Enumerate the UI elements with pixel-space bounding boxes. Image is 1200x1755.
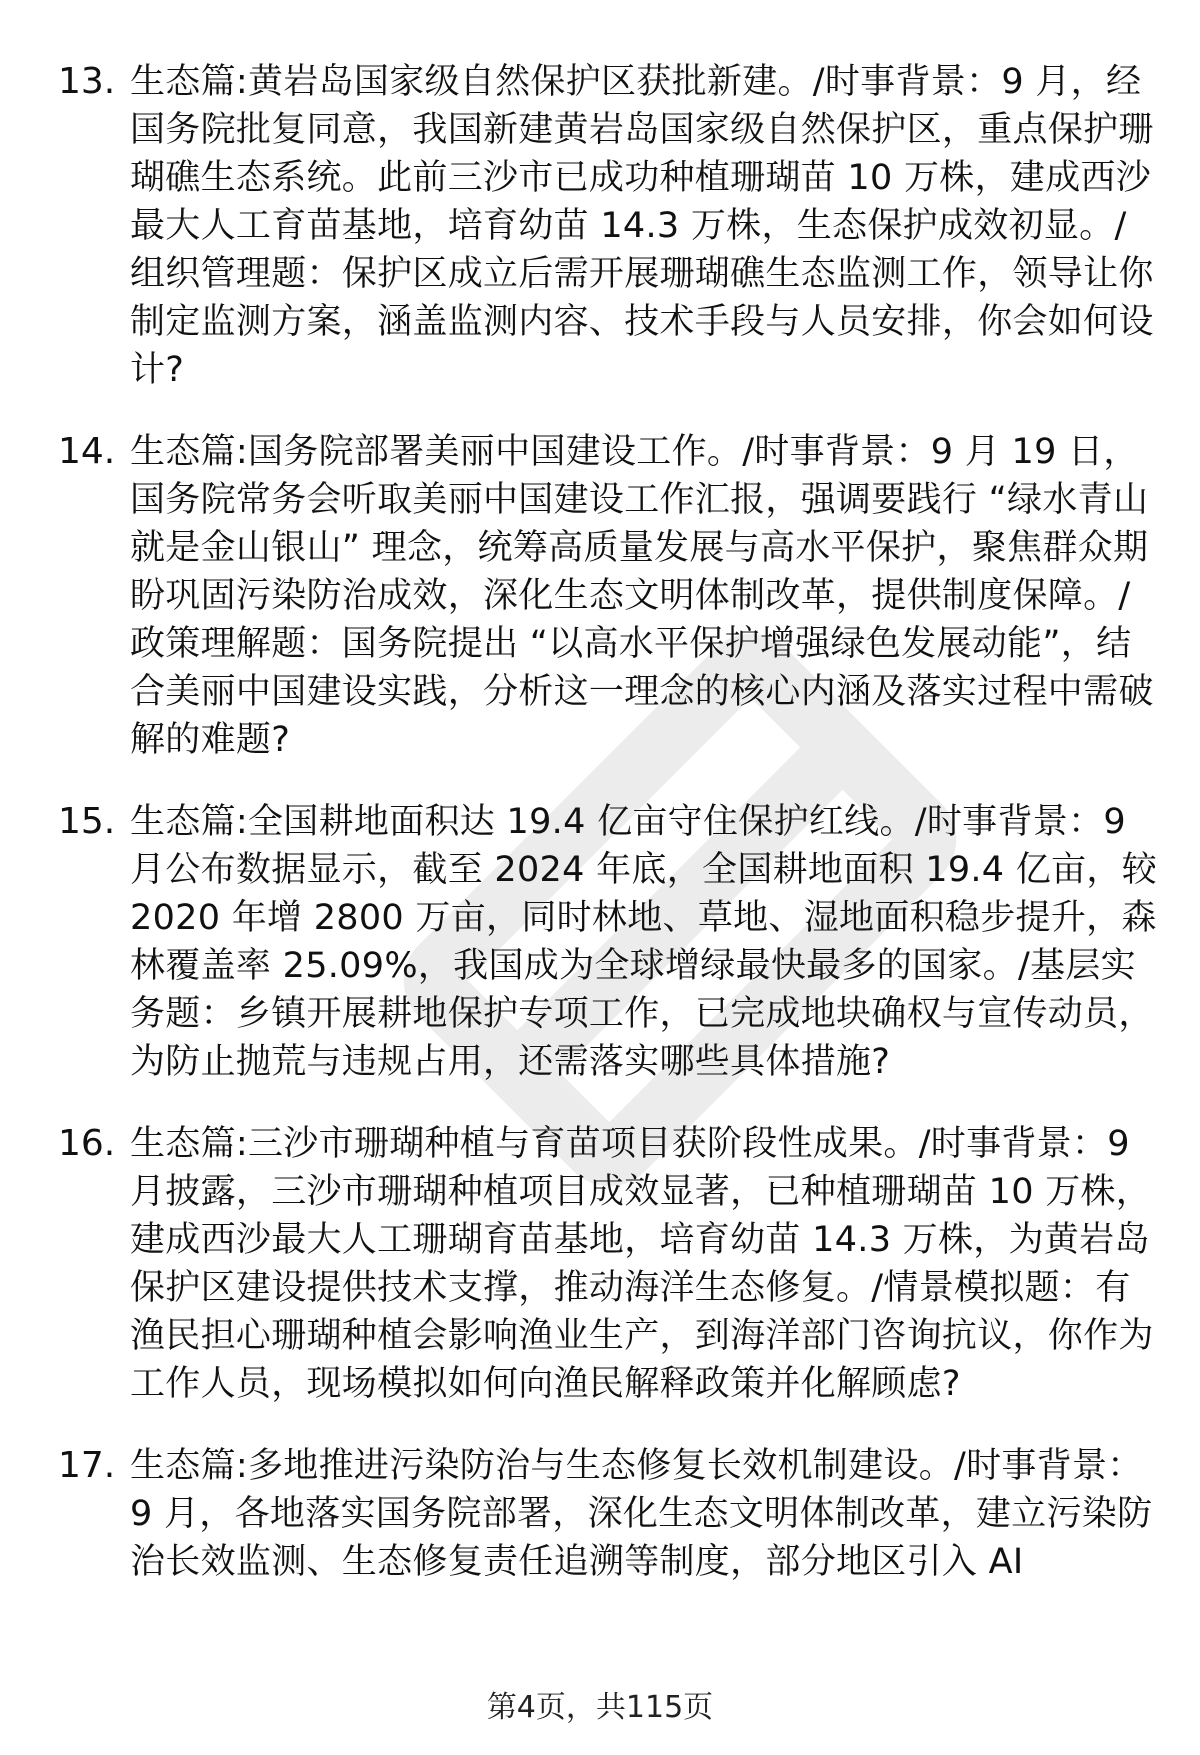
- question-item: [58, 428, 1158, 764]
- question-number: 15.: [58, 801, 116, 842]
- question-text: 生态篇:全国耕地面积达 19.4 亿亩守住保护红线。/时事背景：9 月公布数据显示，截至 2024 年底，全国耕地面积 19.4 亿亩，较 2020 年增 2800 万亩，同时林地、草地、湿地面积稳步提升，森林覆盖率 25.09%，我国成为全球增绿最快最多的国家。/基层实务题：乡镇开展耕地保护专项工作，已完成地块确权与宣传动员，为防止抛荒与违规占用，还需落实哪些具体措施?: [130, 802, 1158, 1082]
- question-number: 13.: [58, 61, 116, 102]
- question-number: 17.: [58, 1445, 116, 1486]
- page-footer: 第4页，共115页: [486, 1690, 714, 1725]
- question-list: [58, 58, 1158, 1620]
- question-text: 生态篇:三沙市珊瑚种植与育苗项目获阶段性成果。/时事背景：9 月披露，三沙市珊瑚种植项目成效显著，已种植珊瑚苗 10 万株，建成西沙最大人工珊瑚育苗基地，培育幼苗 14.3 万株，为黄岩岛保护区建设提供技术支撑，推动海洋生态修复。/情景模拟题：有渔民担心珊瑚种植会影响渔业生产，到海洋部门咨询抗议，你作为工作人员，现场模拟如何向渔民解释政策并化解顾虑?: [130, 1124, 1154, 1404]
- question-item: [58, 1442, 1158, 1586]
- question-item: [58, 58, 1158, 394]
- question-text: 生态篇:黄岩岛国家级自然保护区获批新建。/时事背景：9 月，经国务院批复同意，我国新建黄岩岛国家级自然保护区，重点保护珊瑚礁生态系统。此前三沙市已成功种植珊瑚苗 10 万株，建成西沙最大人工育苗基地，培育幼苗 14.3 万株，生态保护成效初显。/组织管理题：保护区成立后需开展珊瑚礁生态监测工作，领导让你制定监测方案，涵盖监测内容、技术手段与人员安排，你会如何设计?: [130, 62, 1154, 390]
- question-text: 生态篇:多地推进污染防治与生态修复长效机制建设。/时事背景：9 月，各地落实国务院部署，深化生态文明体制改革，建立污染防治长效监测、生态修复责任追溯等制度，部分地区引入 AI: [130, 1446, 1153, 1582]
- question-number: 16.: [58, 1123, 116, 1164]
- question-item: [58, 1120, 1158, 1408]
- question-item: [58, 798, 1158, 1086]
- question-number: 14.: [58, 431, 116, 472]
- question-text: 生态篇:国务院部署美丽中国建设工作。/时事背景：9 月 19 日，国务院常务会听取美丽中国建设工作汇报，强调要践行 “绿水青山就是金山银山” 理念，统筹高质量发展与高水平保护，聚焦群众期盼巩固污染防治成效，深化生态文明体制改革，提供制度保障。/政策理解题：国务院提出 “以高水平保护增强绿色发展动能”，结合美丽中国建设实践，分析这一理念的核心内涵及落实过程中需破解的难题?: [130, 432, 1154, 760]
